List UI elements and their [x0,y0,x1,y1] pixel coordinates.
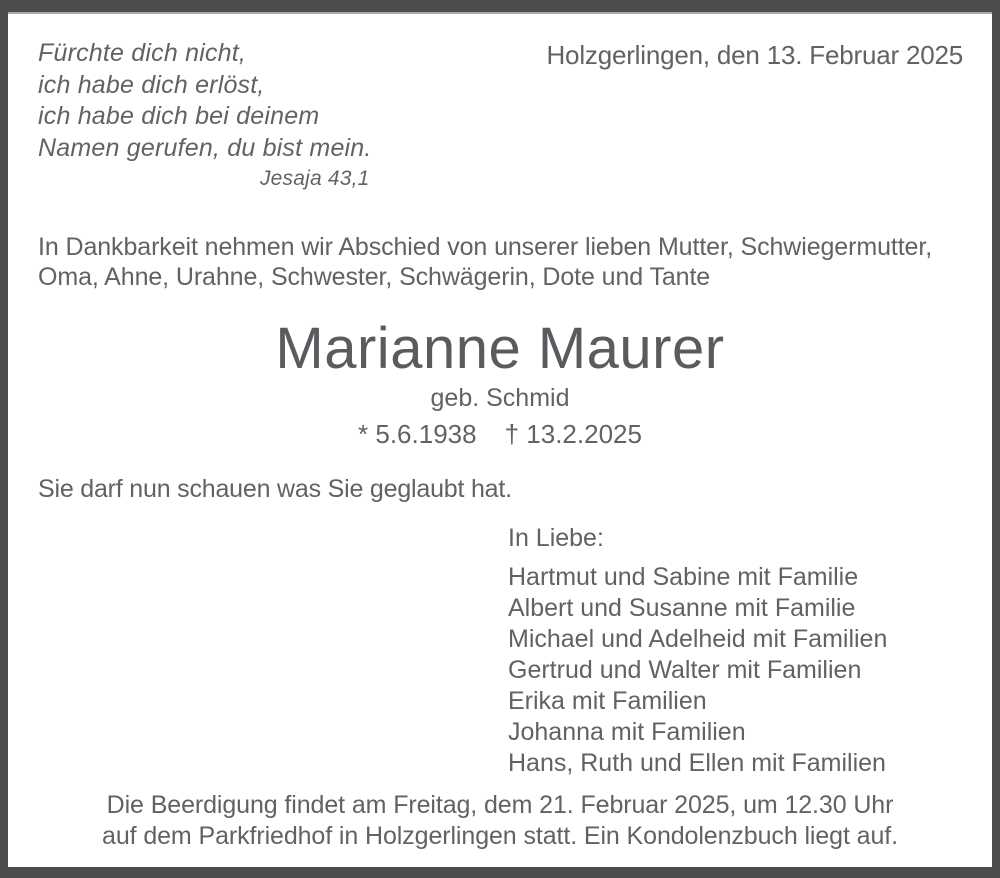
mourner-name: Michael und Adelheid mit Familien [508,625,888,653]
deceased-name: Marianne Maurer [275,316,725,381]
mourner-name: Hartmut und Sabine mit Familie [508,563,859,591]
deceased-block [8,318,992,449]
scripture-quote-line: ich habe dich bei deinem [38,102,320,130]
intro-line: In Dankbarkeit nehmen wir Abschied von unserer lieben Mutter, Schwiegermutter, [38,233,933,261]
death-date: † 13.2.2025 [504,419,642,449]
funeral-info [8,790,992,852]
mourners-salutation: In Liebe: [508,524,604,552]
intro-text [38,232,932,292]
birth-date: * 5.6.1938 [358,419,477,449]
maiden-name: geb. Schmid [430,384,570,412]
funeral-info-line: auf dem Parkfriedhof in Holzgerlingen statt. Ein Kondolenzbuch liegt auf. [102,822,898,850]
mourner-name: Johanna mit Familien [508,718,746,746]
mourners-list [508,562,887,779]
mourner-name: Hans, Ruth und Ellen mit Familien [508,749,886,777]
mourner-name: Albert und Susanne mit Familie [508,594,856,622]
scripture-source: Jesaja 43,1 [259,167,370,190]
obituary-card [8,12,992,867]
funeral-info-line: Die Beerdigung findet am Freitag, dem 21. Februar 2025, um 12.30 Uhr [106,791,894,819]
scripture-quote-lines [38,38,372,164]
scripture-quote [38,38,372,192]
dateline: Holzgerlingen, den 13. Februar 2025 [546,40,963,70]
scripture-quote-line: ich habe dich erlöst, [38,70,265,99]
mourner-name: Gertrud und Walter mit Familien [508,656,862,684]
mourner-name: Erika mit Familien [508,687,707,715]
mourners-block [508,523,887,779]
intro-line: Oma, Ahne, Urahne, Schwester, Schwägerin, Dote und Tante [38,263,711,291]
scripture-quote-line: Fürchte dich nicht, [38,39,247,67]
epitaph-text: Sie darf nun schauen was Sie geglaubt hat. [38,475,512,503]
life-dates [8,419,992,449]
scripture-quote-line: Namen gerufen, du bist mein. [38,133,372,162]
